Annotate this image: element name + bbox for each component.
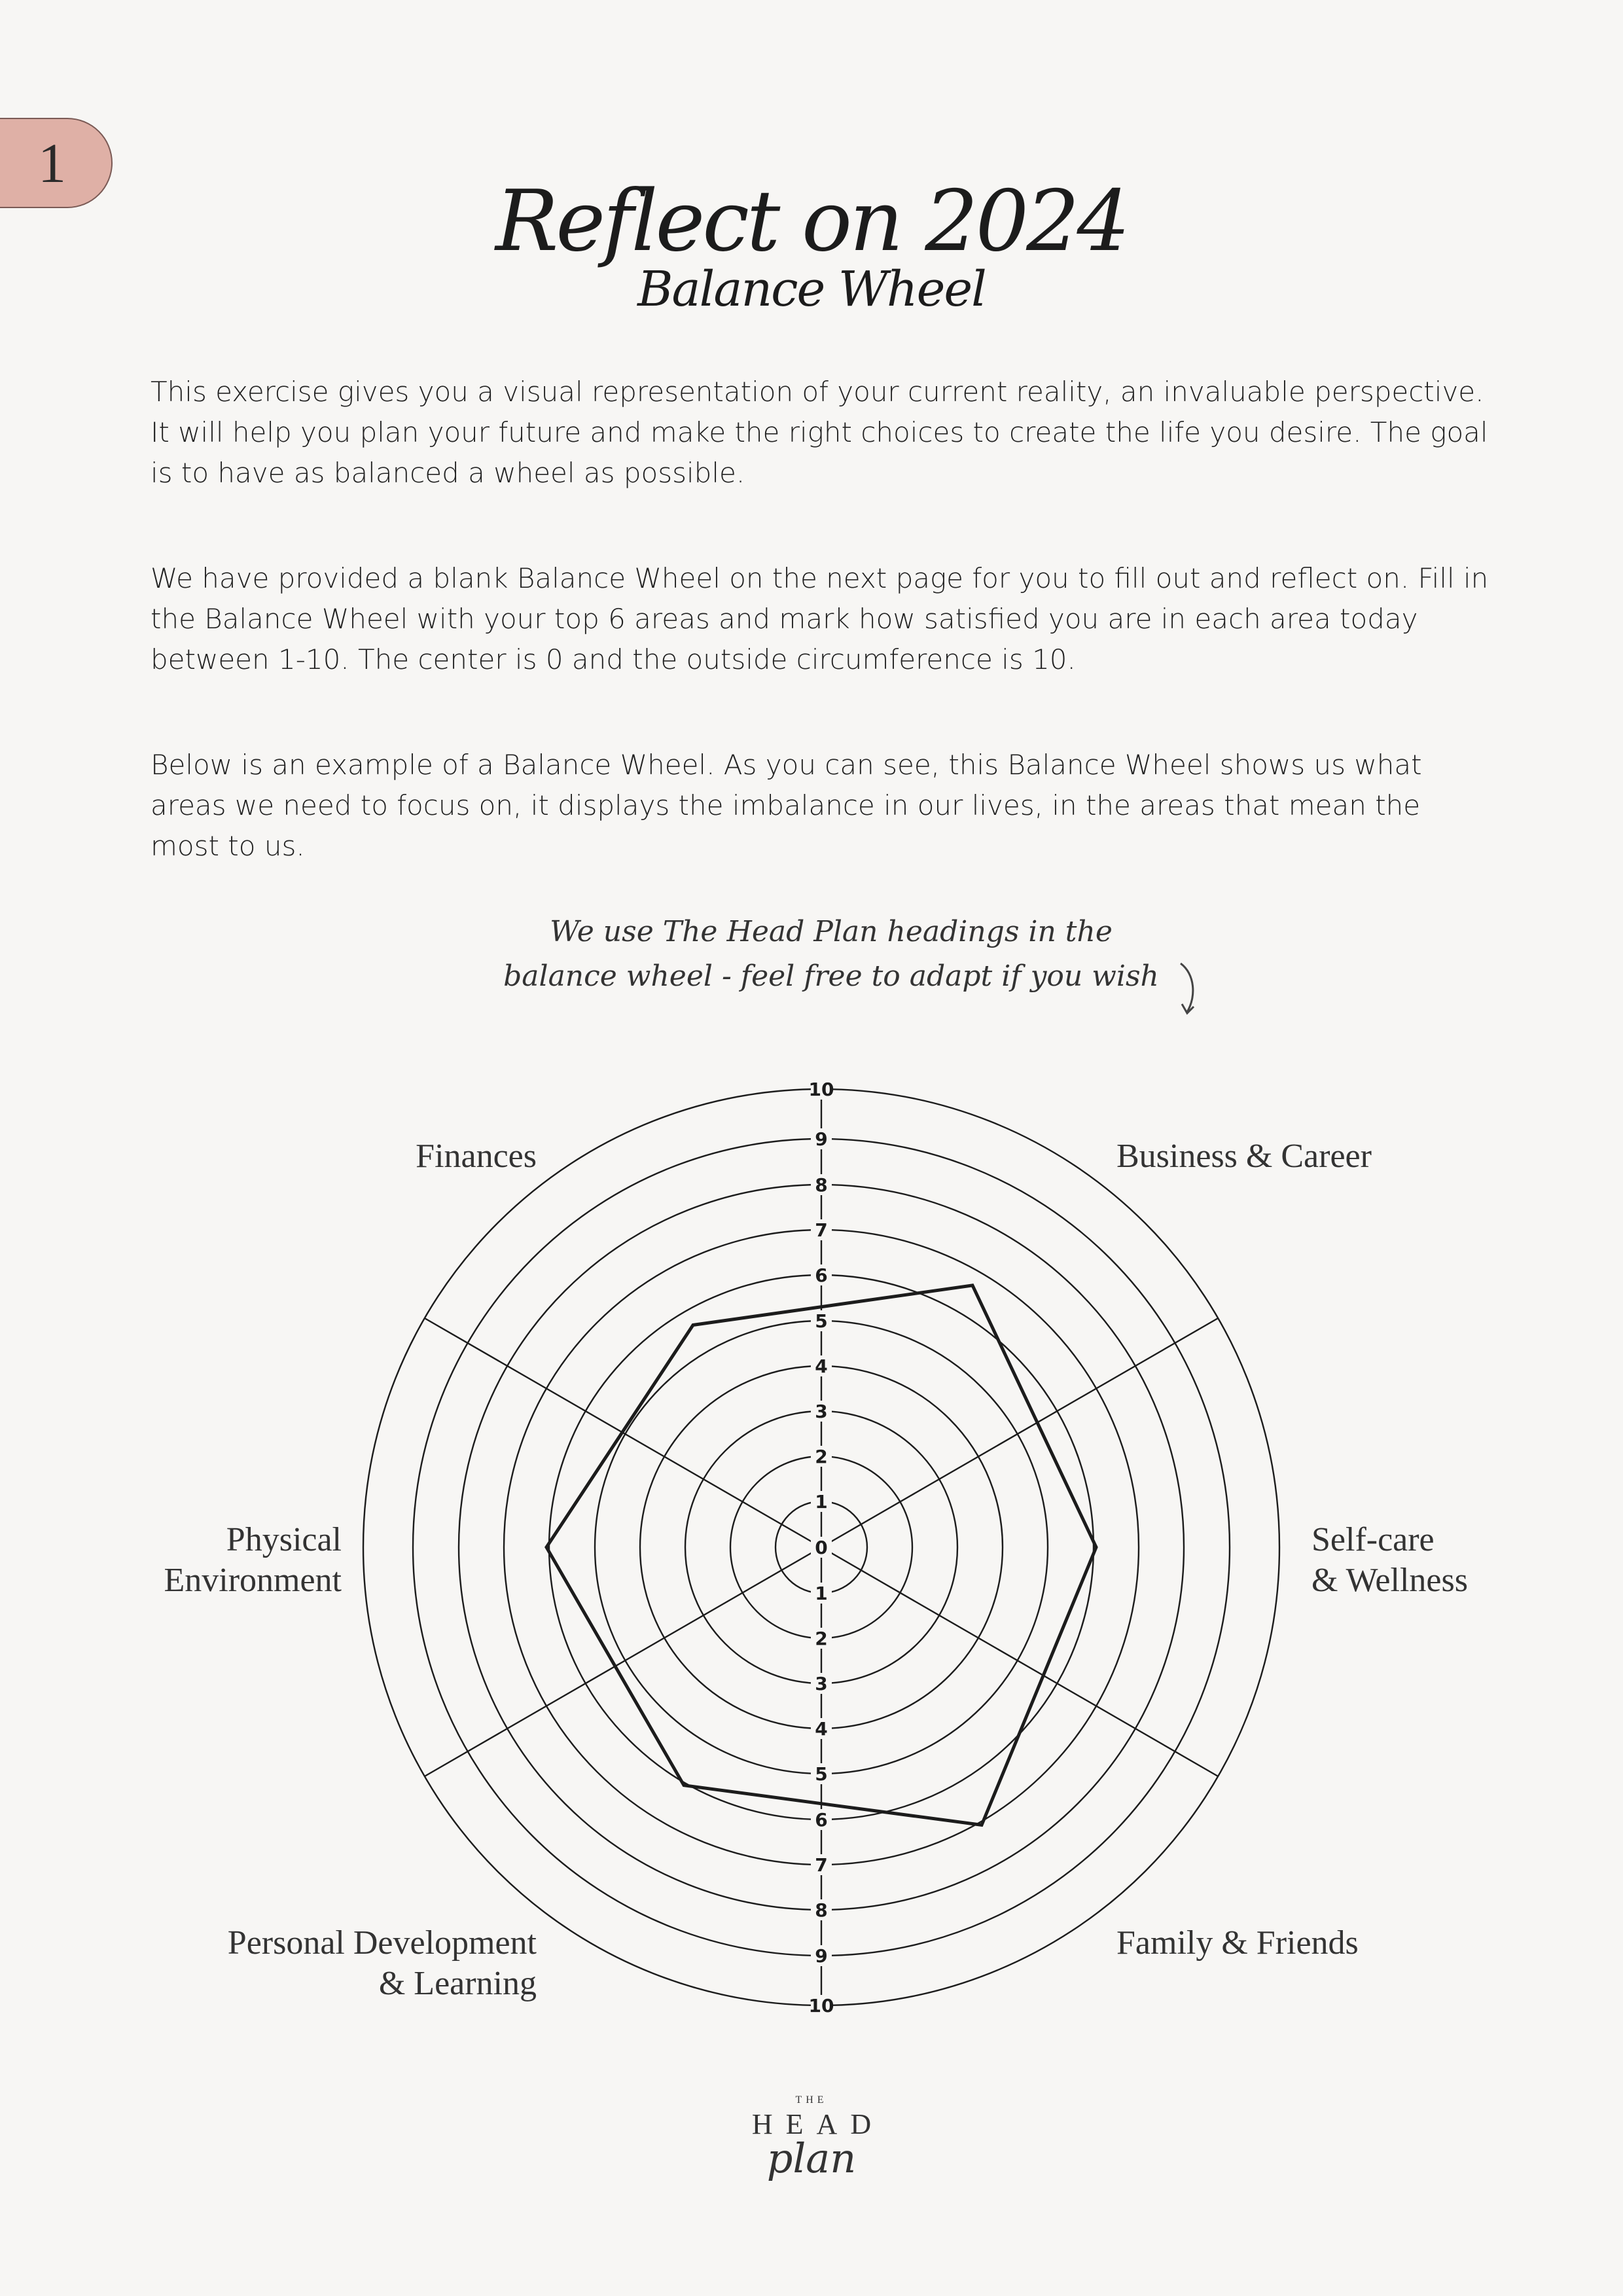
- tick-top-7: 7: [815, 1219, 828, 1241]
- tick-bottom-6: 6: [815, 1809, 828, 1831]
- label-self-care-wellness: Self-care & Wellness: [1311, 1521, 1468, 1599]
- label-personal-development: Personal Development & Learning: [227, 1924, 537, 2002]
- tick-bottom-2: 2: [815, 1628, 828, 1649]
- logo-the: THE: [795, 2094, 828, 2106]
- tick-top-3: 3: [815, 1401, 828, 1422]
- instructions-paragraph: We have provided a blank Balance Wheel on the next page for you to fill out and reflect on. Fill in the Balance Wheel with your top 6 areas and mark how satisfied you are in each area today between 1-10. The center is 0 and the outside circumference is 10.: [151, 562, 1489, 675]
- logo-head: HEAD: [751, 2108, 885, 2140]
- tick-bottom-1: 1: [815, 1583, 828, 1604]
- intro-paragraph: This exercise gives you a visual representation of your current reality, an invaluable perspective. It will help you plan your future and make the right choices to create the life you desire. The goal is to have as balanced a wheel as possible.: [151, 376, 1488, 489]
- example-paragraph: Below is an example of a Balance Wheel. As you can see, this Balance Wheel shows us what areas we need to focus on, it displays the imbalance in our lives, in the areas that mean the most to us.: [151, 749, 1422, 862]
- logo-plan: plan: [766, 2134, 857, 2182]
- tick-top-5: 5: [815, 1310, 828, 1332]
- tick-top-6: 6: [815, 1265, 828, 1286]
- label-finances: Finances: [416, 1138, 537, 1175]
- page-number: 1: [38, 132, 66, 194]
- tick-bottom-3: 3: [815, 1673, 828, 1695]
- tick-top-8: 8: [815, 1174, 828, 1196]
- tick-bottom-10: 10: [808, 1995, 834, 2017]
- page-subtitle: Balance Wheel: [637, 261, 986, 318]
- tick-top-4: 4: [815, 1355, 828, 1377]
- tick-top-9: 9: [815, 1128, 828, 1150]
- label-business-career: Business & Career: [1116, 1138, 1372, 1175]
- tick-top-10: 10: [808, 1079, 834, 1100]
- label-family-friends: Family & Friends: [1116, 1924, 1359, 1962]
- tick-bottom-7: 7: [815, 1854, 828, 1876]
- head-plan-logo: [720, 2094, 903, 2182]
- tick-top-2: 2: [815, 1446, 828, 1467]
- tick-bottom-4: 4: [815, 1718, 828, 1740]
- tick-top-0: 0: [815, 1537, 828, 1558]
- label-physical-environment: Physical Environment: [164, 1521, 342, 1599]
- tick-bottom-9: 9: [815, 1945, 828, 1967]
- note-line-1: We use The Head Plan headings in the: [550, 915, 1113, 948]
- page-title: Reflect on 2024: [495, 172, 1128, 270]
- tick-bottom-8: 8: [815, 1899, 828, 1921]
- tick-top-1: 1: [815, 1491, 828, 1513]
- tick-bottom-5: 5: [815, 1763, 828, 1785]
- note-line-2: balance wheel - feel free to adapt if you wish: [503, 960, 1159, 993]
